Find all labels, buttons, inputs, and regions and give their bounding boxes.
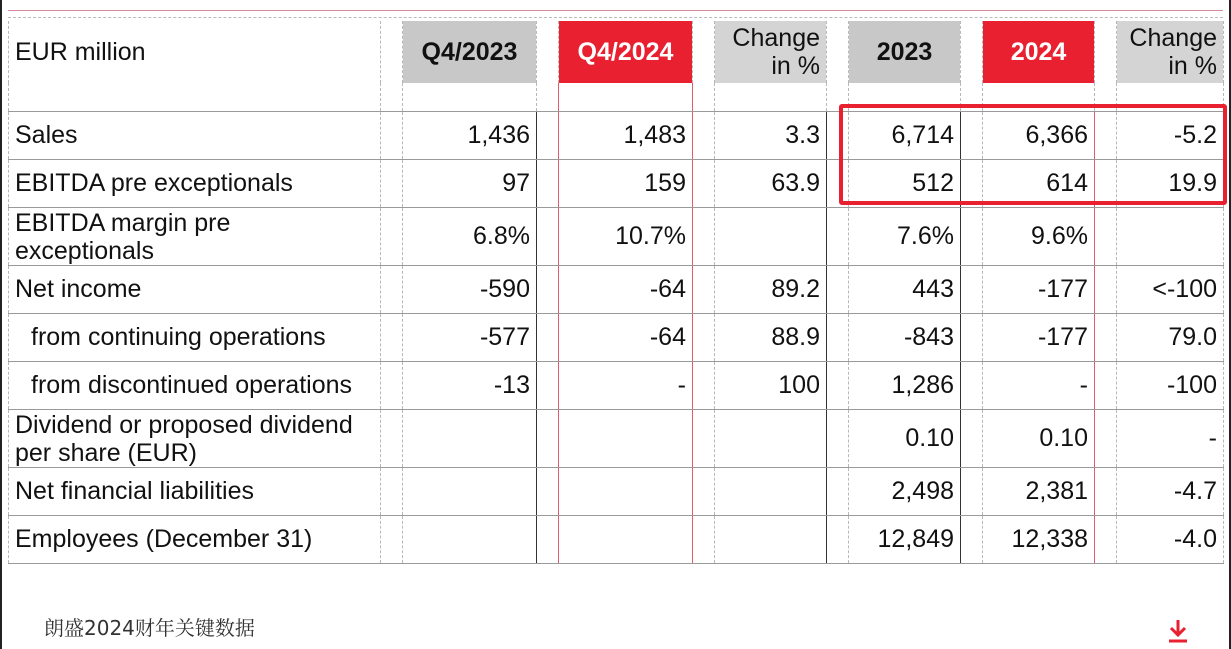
cell-change-year: 79.0 (1117, 314, 1224, 362)
cell-q4-2023: -577 (403, 314, 537, 362)
cell-q4-2023: -13 (403, 362, 537, 410)
cell-2023: 1,286 (849, 362, 961, 410)
header-q4-2023: Q4/2023 (403, 21, 537, 83)
cell-change-year: -100 (1117, 362, 1224, 410)
row-label: EBITDA pre exceptionals (9, 160, 381, 208)
cell-q4-2024: 159 (559, 160, 693, 208)
cell-2024: -177 (983, 314, 1095, 362)
row-label: Sales (9, 112, 381, 160)
row-label: Employees (December 31) (9, 516, 381, 564)
cell-change-quarter: 3.3 (715, 112, 827, 160)
cell-2023: 6,714 (849, 112, 961, 160)
table-row (9, 266, 1224, 314)
cell-2024: 9.6% (983, 208, 1095, 266)
table-row (9, 516, 1224, 564)
cell-change-quarter: 89.2 (715, 266, 827, 314)
table-header-row (9, 21, 1224, 83)
cell-q4-2024 (559, 468, 693, 516)
cell-q4-2023 (403, 410, 537, 468)
cell-2024: 2,381 (983, 468, 1095, 516)
cell-change-quarter (715, 516, 827, 564)
cell-change-year: -5.2 (1117, 112, 1224, 160)
cell-change-quarter (715, 468, 827, 516)
cell-change-quarter: 63.9 (715, 160, 827, 208)
cell-q4-2023: 6.8% (403, 208, 537, 266)
row-label: Dividend or proposed dividend per share (EUR) (9, 410, 381, 468)
cell-2023: 2,498 (849, 468, 961, 516)
cell-change-quarter: 100 (715, 362, 827, 410)
top-dashed-rule (8, 17, 1223, 18)
cell-2023: 12,849 (849, 516, 961, 564)
cell-q4-2023 (403, 516, 537, 564)
header-2023: 2023 (849, 21, 961, 83)
row-label: from discontinued operations (9, 362, 381, 410)
cell-q4-2024: - (559, 362, 693, 410)
cell-q4-2024 (559, 516, 693, 564)
cell-q4-2024: 1,483 (559, 112, 693, 160)
cell-q4-2024 (559, 410, 693, 468)
cell-change-year: 19.9 (1117, 160, 1224, 208)
table-row (9, 314, 1224, 362)
table-row (9, 410, 1224, 468)
cell-change-quarter: 88.9 (715, 314, 827, 362)
cell-2024: 0.10 (983, 410, 1095, 468)
table-row (9, 362, 1224, 410)
row-label: Net income (9, 266, 381, 314)
cell-2024: - (983, 362, 1095, 410)
row-label: from continuing operations (9, 314, 381, 362)
cell-2024: 614 (983, 160, 1095, 208)
cell-2024: 12,338 (983, 516, 1095, 564)
table-row (9, 208, 1224, 266)
header-label: EUR million (9, 21, 381, 83)
cell-change-year (1117, 208, 1224, 266)
cell-2024: 6,366 (983, 112, 1095, 160)
cell-q4-2024: -64 (559, 266, 693, 314)
cell-2023: 7.6% (849, 208, 961, 266)
cell-q4-2023 (403, 468, 537, 516)
annual-highlight-box (839, 104, 1227, 205)
cell-change-quarter (715, 410, 827, 468)
header-change-quarter: Change in % (715, 21, 827, 83)
table-row (9, 468, 1224, 516)
header-change-year: Change in % (1117, 21, 1224, 83)
cell-q4-2024: 10.7% (559, 208, 693, 266)
download-icon[interactable] (1167, 618, 1189, 644)
header-2024: 2024 (983, 21, 1095, 83)
row-label: EBITDA margin pre exceptionals (9, 208, 381, 266)
cell-2023: -843 (849, 314, 961, 362)
top-rule (8, 10, 1223, 11)
figure-caption: 朗盛2024财年关键数据 (44, 616, 255, 640)
cell-2024: -177 (983, 266, 1095, 314)
header-q4-2024: Q4/2024 (559, 21, 693, 83)
cell-q4-2023: 97 (403, 160, 537, 208)
cell-2023: 443 (849, 266, 961, 314)
cell-q4-2023: 1,436 (403, 112, 537, 160)
cell-change-quarter (715, 208, 827, 266)
cell-change-year: - (1117, 410, 1224, 468)
cell-change-year: -4.0 (1117, 516, 1224, 564)
cell-change-year: -4.7 (1117, 468, 1224, 516)
cell-2023: 0.10 (849, 410, 961, 468)
row-label: Net financial liabilities (9, 468, 381, 516)
cell-2023: 512 (849, 160, 961, 208)
key-figures-table (8, 21, 1224, 564)
cell-q4-2024: -64 (559, 314, 693, 362)
cell-q4-2023: -590 (403, 266, 537, 314)
cell-change-year: <-100 (1117, 266, 1224, 314)
